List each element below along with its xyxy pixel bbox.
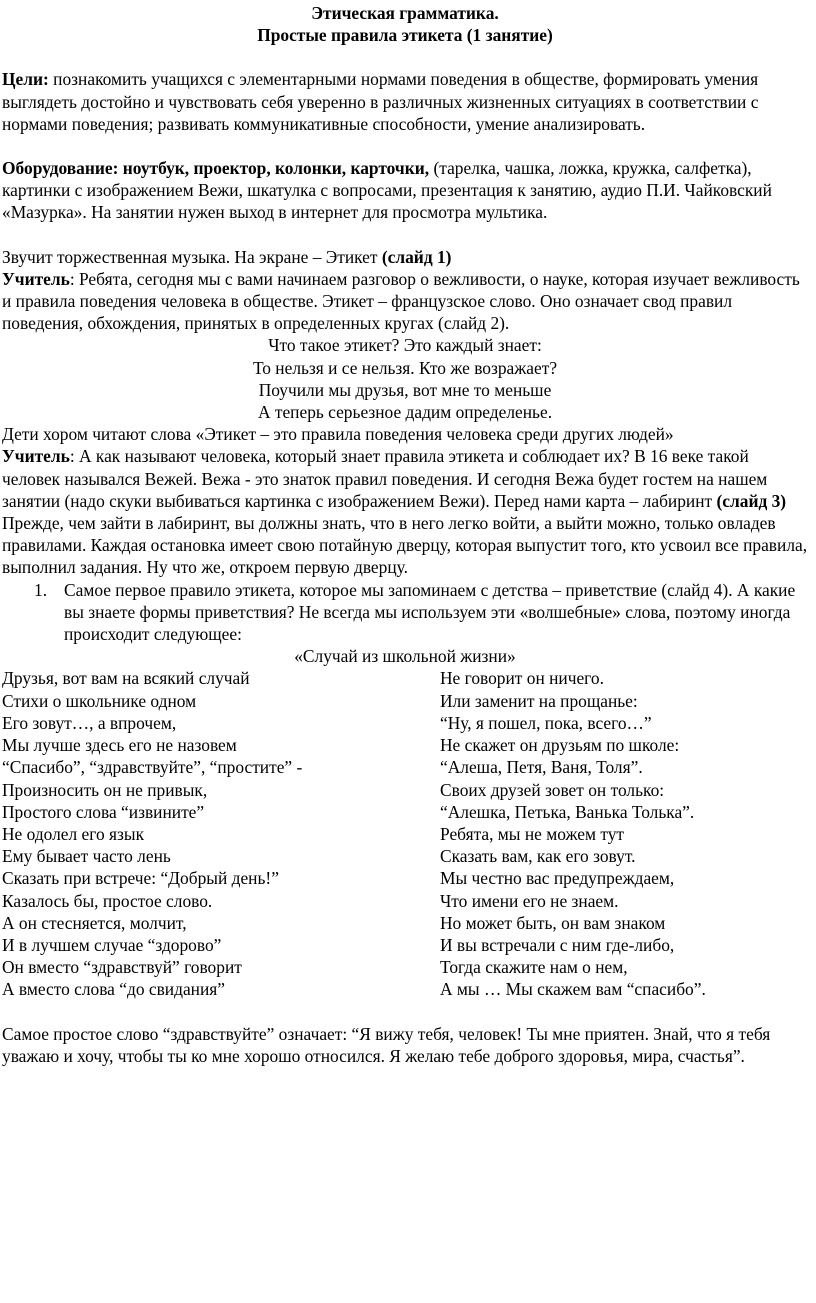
poem-right-line: Тогда скажите нам о нем, — [440, 957, 628, 978]
poem-right-line: Сказать вам, как его зовут. — [440, 846, 636, 867]
final-paragraph: Самое простое слово “здравствуйте” означает: “Я вижу тебя, человек! Ты мне приятен. Знай, что я тебя уважаю и хочу, чтобы ты ко мне хорошо относился. Я желаю тебе доброго здоровья, мира, счастья”. — [2, 1023, 771, 1066]
poem-left-line: А он стесняется, молчит, — [2, 912, 187, 933]
goals-text: познакомить учащихся с элементарными нормами поведения в обществе, формировать умения выглядеть достойно и чувствовать себя уверенно в различных жизненных ситуациях в соответствии с нормами поведения; развивать коммуникативные способности, умение анализировать. — [2, 69, 759, 134]
numbered-list — [2, 579, 808, 646]
poem-right-column — [440, 667, 808, 1000]
poem-left-line: А вместо слова “до свидания” — [2, 979, 225, 1000]
poem-line: То нельзя и се нельзя. Кто же возражает? — [252, 357, 558, 378]
poem-right-line: “Алешка, Петька, Ванька Толька”. — [440, 801, 695, 822]
list-item-text: Самое первое правило этикета, которое мы запоминаем с детства – приветствие (слайд 4). А какие вы знаете формы приветствия? Не всегда мы используем эти «волшебные» слова, поэтому иногда происходит следующее: — [64, 579, 796, 645]
poem-left-line: Произносить он не привык, — [2, 779, 208, 800]
teacher-label-2: Учитель — [2, 446, 70, 467]
teacher-paragraph-2 — [2, 445, 808, 578]
poem-right-line: “Ну, я пошел, пока, всего…” — [440, 712, 652, 733]
teacher-text-3: Прежде, чем зайти в лабиринт, вы должны знать, что в него легко войти, а выйти можно, только овладев правилами. Каждая остановка имеет свою потайную дверцу, которая выпустит того, кто усвоил все правила, выполнил задания. Ну что же, откроем первую дверцу. — [2, 513, 808, 578]
music-text: Звучит торжественная музыка. На экране – Этикет — [2, 246, 382, 267]
poem-left-line: Друзья, вот вам на всякий случай — [2, 668, 250, 689]
equipment-label: Оборудование: ноутбук, проектор, колонки, карточки, — [2, 158, 430, 179]
teacher-text-2: : А как называют человека, который знает правила этикета и соблюдает их? В 16 веке такой человек назывался Вежей. Вежа - это знаток правил поведения. И сегодня Вежа будет гостем на нашем занятии (надо скуки выбиваться картинка с изображением Вежи). Перед нами карта – лабиринт — [2, 446, 768, 511]
poem-left-line: Казалось бы, простое слово. — [2, 890, 213, 911]
equipment-text: (тарелка, чашка, ложка, кружка, салфетка), картинки с изображением Вежи, шкатулка с вопросами, презентация к занятию, аудио П.И. Чайковский «Мазурка». На занятии нужен выход в интернет для просмотра мультика. — [2, 158, 772, 223]
two-column-poem — [2, 667, 808, 1000]
poem-right-line: Что имени его не знаем. — [440, 890, 619, 911]
music-paragraph — [2, 246, 808, 268]
children-paragraph: Дети хором читают слова «Этикет – это правила поведения человека среди других людей» — [2, 424, 674, 445]
goals-paragraph — [2, 68, 808, 135]
poem-right-line: “Алеша, Петя, Ваня, Толя”. — [440, 757, 643, 778]
poem-left-line: И в лучшем случае “здорово” — [2, 934, 222, 955]
poem-left-line: Его зовут…, а впрочем, — [2, 712, 177, 733]
etiquette-poem — [2, 334, 808, 423]
teacher-text-1: : Ребята, сегодня мы с вами начинаем разговор о вежливости, о науке, которая изучает вежливость и правила поведения человека в обществе. Этикет – французское слово. Оно означает свод правил поведения, обхождения, принятых в определенных кругах (слайд 2). — [2, 268, 800, 334]
poem-right-line: Мы честно вас предупреждаем, — [440, 868, 675, 889]
list-number: 1. — [34, 579, 48, 600]
music-slide-ref: (слайд 1) — [381, 246, 452, 267]
poem-left-line: Стихи о школьнике одном — [2, 690, 197, 711]
poem-right-line: А мы … Мы скажем вам “спасибо”. — [440, 979, 706, 1000]
poem-left-line: Мы лучше здесь его не назовем — [2, 735, 237, 756]
poem-left-line: Ему бывает часто лень — [2, 846, 171, 867]
poem-line: А теперь серьезное дадим определенье. — [257, 402, 553, 423]
goals-label: Цели: — [2, 69, 49, 90]
poem-right-line: Но может быть, он вам знаком — [440, 912, 666, 933]
poem-right-line: И вы встречали с ним где-либо, — [440, 934, 675, 955]
slide-3-ref: (слайд 3) — [716, 490, 787, 511]
poem-left-line: Не одолел его язык — [2, 823, 145, 844]
equipment-paragraph — [2, 157, 808, 224]
document-title-line1: Этическая грамматика. — [311, 3, 499, 23]
poem-left-line: “Спасибо”, “здравствуйте”, “простите” - — [2, 757, 303, 778]
poem-right-line: Или заменит на прощанье: — [440, 690, 638, 711]
poem-right-line: Своих друзей зовет он только: — [440, 779, 665, 800]
teacher-paragraph-1 — [2, 268, 808, 335]
poem-left-line: Он вместо “здравствуй” говорит — [2, 957, 242, 978]
poem-left-line: Сказать при встрече: “Добрый день!” — [2, 868, 279, 889]
document-title-line2: Простые правила этикета (1 занятие) — [257, 25, 553, 46]
poem-line: Поучили мы друзья, вот мне то меньше — [258, 379, 552, 400]
poem-right-line: Ребята, мы не можем тут — [440, 823, 625, 844]
teacher-label-1: Учитель — [2, 268, 70, 289]
poem-left-column — [2, 667, 440, 1000]
case-title: «Случай из школьной жизни» — [294, 646, 516, 667]
poem-right-line: Не скажет он друзьям по школе: — [440, 735, 680, 756]
poem-right-line: Не говорит он ничего. — [440, 668, 604, 689]
list-item — [34, 579, 808, 646]
poem-line: Что такое этикет? Это каждый знает: — [268, 335, 542, 356]
poem-left-line: Простого слова “извините” — [2, 801, 205, 822]
